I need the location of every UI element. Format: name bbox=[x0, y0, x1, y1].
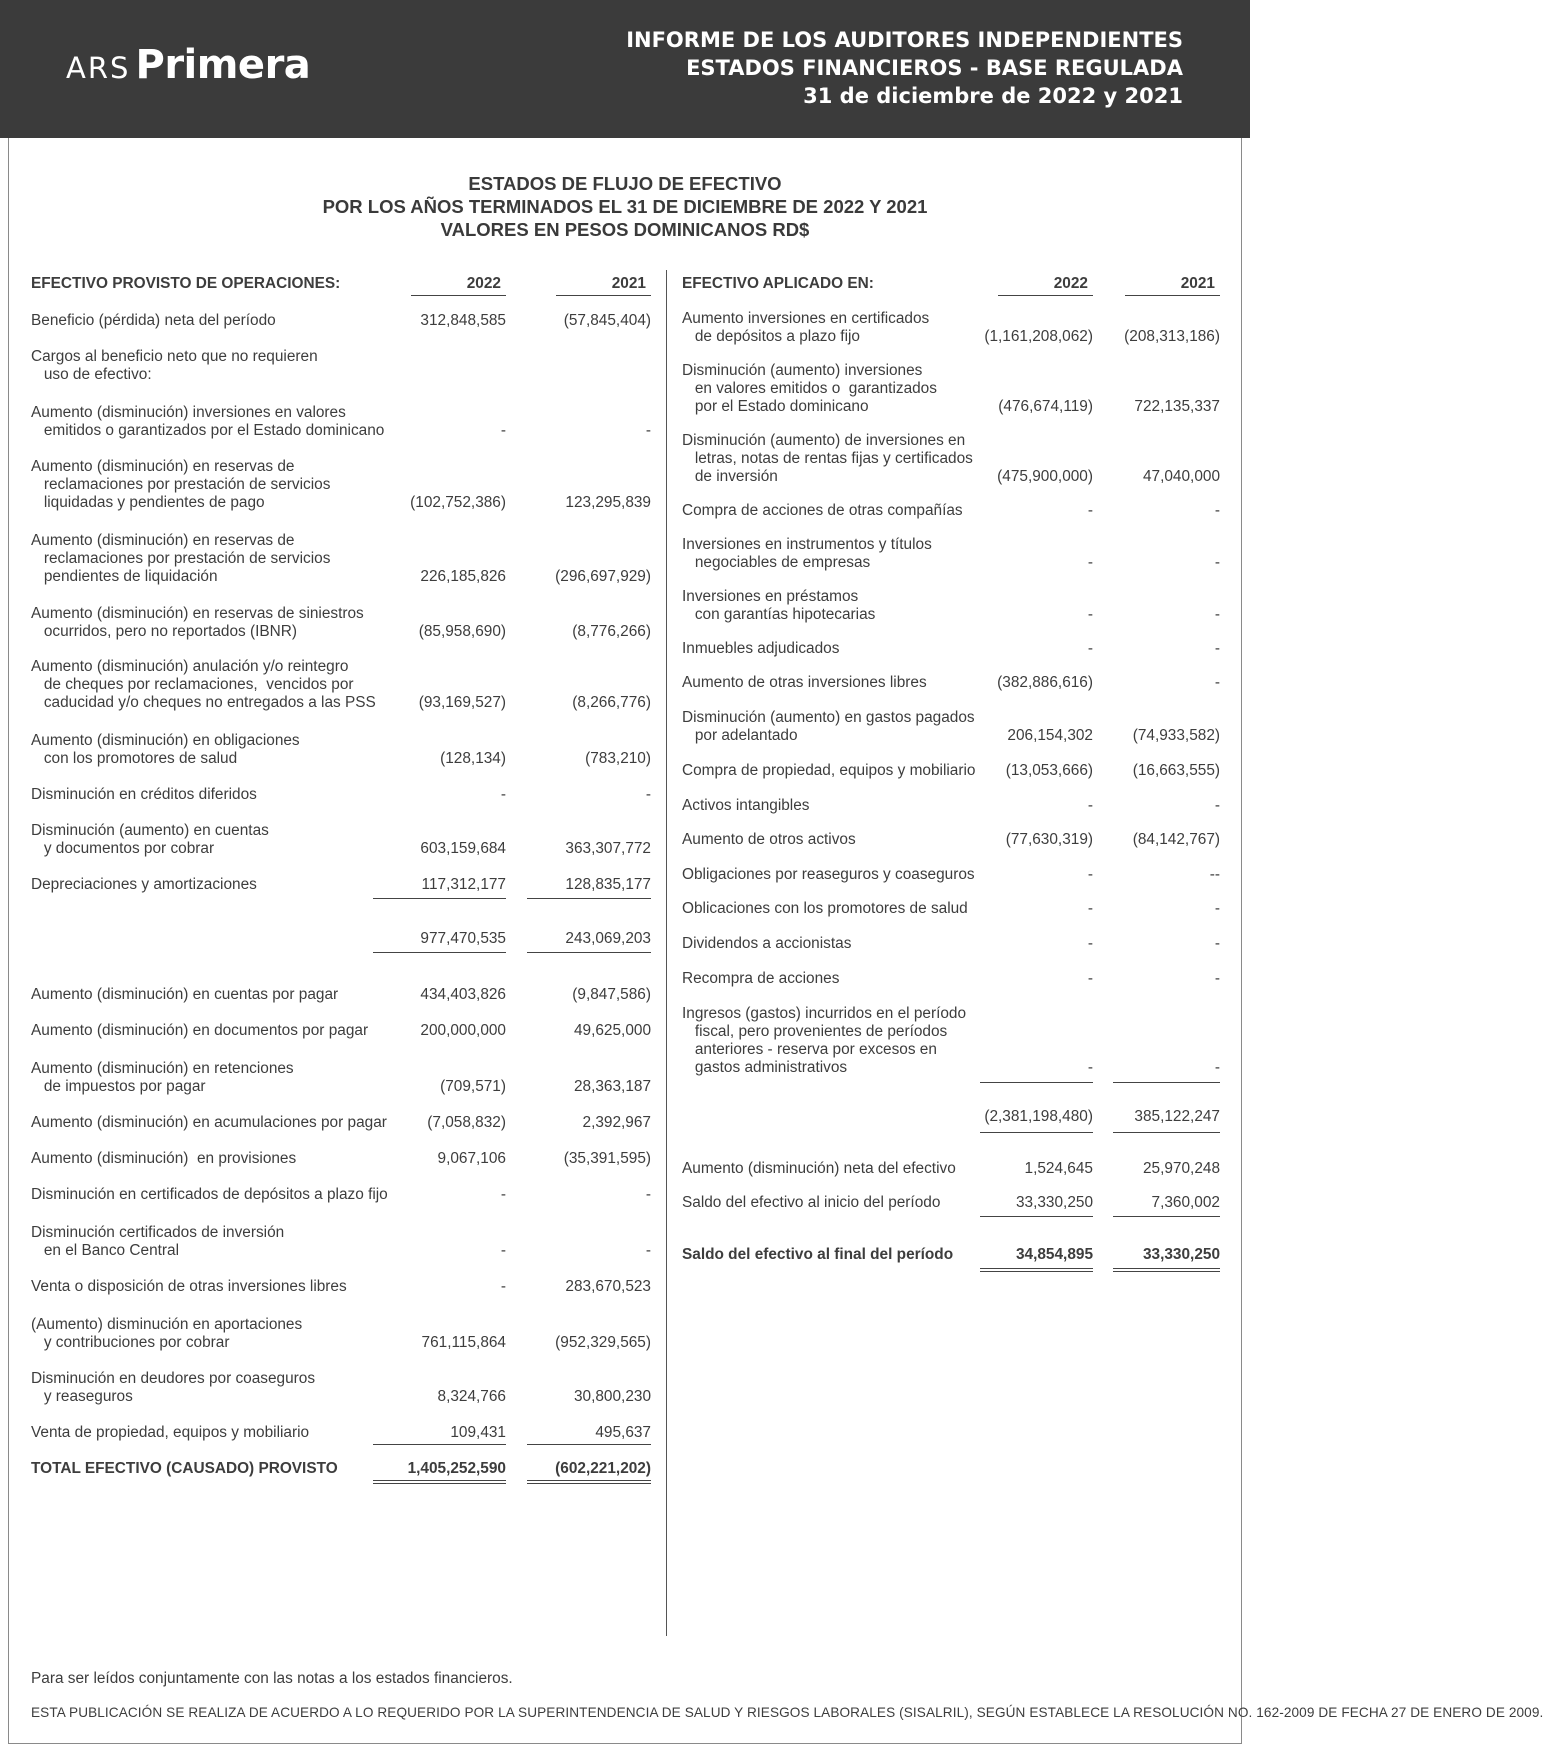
value-2021: - bbox=[1214, 970, 1220, 987]
value-2022: (475,900,000) bbox=[997, 468, 1093, 485]
value-2021: 722,135,337 bbox=[1134, 398, 1220, 415]
value-2022: (102,752,386) bbox=[410, 494, 506, 511]
value-2022: 34,854,895 bbox=[1015, 1246, 1093, 1263]
underline bbox=[527, 1444, 651, 1445]
value-2022: (13,053,666) bbox=[1005, 762, 1093, 779]
row-label: Saldo del efectivo al inicio del período bbox=[682, 1194, 941, 1211]
value-2022: 226,185,826 bbox=[420, 568, 506, 585]
value-2022: - bbox=[1087, 866, 1093, 883]
underline bbox=[980, 1082, 1093, 1083]
value-2022: 312,848,585 bbox=[420, 312, 506, 329]
value-2021: - bbox=[1214, 606, 1220, 623]
value-2021: (57,845,404) bbox=[563, 312, 651, 329]
value-2021: - bbox=[1214, 502, 1220, 519]
underline bbox=[1113, 1082, 1220, 1083]
column-divider bbox=[666, 270, 667, 1636]
value-2022: (709,571) bbox=[440, 1078, 506, 1095]
year-2021-header: 2021 bbox=[1125, 275, 1220, 296]
double-underline bbox=[1113, 1268, 1220, 1272]
value-2021: 123,295,839 bbox=[565, 494, 651, 511]
value-2022: 33,330,250 bbox=[1015, 1194, 1093, 1211]
value-2021: (8,776,266) bbox=[572, 623, 651, 640]
row-label: Aumento (disminución) en reservas de siniestros ocurridos, pero no reportados (IBNR) bbox=[31, 605, 364, 640]
header-title-line1: INFORME DE LOS AUDITORES INDEPENDIENTES bbox=[626, 28, 1183, 52]
row-label: Aumento inversiones en certificados de depósitos a plazo fijo bbox=[682, 310, 930, 345]
row-label: Disminución en deudores por coaseguros y reaseguros bbox=[31, 1370, 316, 1405]
row-label: Inmuebles adjudicados bbox=[682, 640, 840, 657]
value-2022: 200,000,000 bbox=[420, 1022, 506, 1039]
value-2021: 25,970,248 bbox=[1142, 1160, 1220, 1177]
value-2021: (952,329,565) bbox=[555, 1334, 651, 1351]
underline bbox=[373, 952, 506, 953]
value-2022: (85,958,690) bbox=[418, 623, 506, 640]
value-2022: - bbox=[500, 422, 506, 439]
row-label: Aumento (disminución) en reservas de reclamaciones por prestación de servicios pendientes de liquidación bbox=[31, 532, 331, 585]
value-2022: 8,324,766 bbox=[437, 1388, 506, 1405]
value-2021: - bbox=[1214, 1059, 1220, 1076]
value-2021: (84,142,767) bbox=[1132, 831, 1220, 848]
logo-prefix: ARS bbox=[66, 51, 131, 85]
value-2021: (16,663,555) bbox=[1132, 762, 1220, 779]
value-2021: (74,933,582) bbox=[1132, 727, 1220, 744]
row-label: Aumento (disminución) en reservas de reclamaciones por prestación de servicios liquidadas y pendientes de pago bbox=[31, 458, 331, 511]
row-label: Inversiones en préstamos con garantías hipotecarias bbox=[682, 588, 876, 623]
value-2021: - bbox=[1214, 674, 1220, 691]
value-2022: - bbox=[1087, 1059, 1093, 1076]
value-2022: 761,115,864 bbox=[421, 1334, 506, 1351]
row-label: Disminución (aumento) en cuentas y documentos por cobrar bbox=[31, 822, 269, 857]
row-label: Saldo del efectivo al final del período bbox=[682, 1246, 954, 1263]
value-2022: (382,886,616) bbox=[997, 674, 1093, 691]
value-2021: - bbox=[645, 422, 651, 439]
document-title-line1: ESTADOS DE FLUJO DE EFECTIVO bbox=[468, 173, 782, 194]
value-2021: (296,697,929) bbox=[555, 568, 651, 585]
row-label: Aumento (disminución) en documentos por pagar bbox=[31, 1022, 369, 1039]
value-2021: 47,040,000 bbox=[1142, 468, 1220, 485]
value-2022: 206,154,302 bbox=[1007, 727, 1093, 744]
row-label: Disminución (aumento) en gastos pagados por adelantado bbox=[682, 709, 975, 744]
row-label: Disminución (aumento) de inversiones en letras, notas de rentas fijas y certificados de inversión bbox=[682, 432, 973, 485]
value-2022: - bbox=[1087, 970, 1093, 987]
row-label: Aumento (disminución) en retenciones de impuestos por pagar bbox=[31, 1060, 294, 1095]
value-2021: 363,307,772 bbox=[565, 840, 651, 857]
operations-column bbox=[31, 0, 653, 1750]
value-2021: 495,637 bbox=[595, 1424, 651, 1441]
row-label: Obligaciones por reaseguros y coaseguros bbox=[682, 866, 975, 883]
year-2021-header: 2021 bbox=[556, 275, 651, 296]
underline bbox=[373, 898, 506, 899]
row-label: Depreciaciones y amortizaciones bbox=[31, 876, 257, 893]
underline bbox=[373, 1444, 506, 1445]
value-2021: - bbox=[1214, 900, 1220, 917]
value-2021: -- bbox=[1209, 866, 1220, 883]
logo-brand: Primera bbox=[135, 42, 311, 88]
value-2021: 2,392,967 bbox=[582, 1114, 651, 1131]
year-2022-header: 2022 bbox=[411, 275, 506, 296]
value-2021: 49,625,000 bbox=[573, 1022, 651, 1039]
value-2021: (783,210) bbox=[585, 750, 651, 767]
value-2021: (8,266,776) bbox=[572, 694, 651, 711]
applied-column bbox=[682, 0, 1222, 1750]
underline bbox=[980, 1216, 1093, 1217]
year-2022-header: 2022 bbox=[998, 275, 1093, 296]
double-underline bbox=[373, 1480, 506, 1484]
underline bbox=[527, 898, 651, 899]
underline bbox=[1113, 1132, 1220, 1133]
row-label: Aumento (disminución) anulación y/o reintegro de cheques por reclamaciones, vencidos por caducidad y/o cheques no entregados a las PSS bbox=[31, 658, 376, 711]
value-2022: 1,405,252,590 bbox=[407, 1460, 506, 1477]
value-2022: 1,524,645 bbox=[1024, 1160, 1093, 1177]
row-label: Aumento (disminución) inversiones en valores emitidos o garantizados por el Estado dominicano bbox=[31, 404, 385, 439]
row-label: Aumento (disminución) en obligaciones con los promotores de salud bbox=[31, 732, 300, 767]
value-2022: (77,630,319) bbox=[1005, 831, 1093, 848]
value-2022: - bbox=[500, 786, 506, 803]
value-2021: 243,069,203 bbox=[565, 930, 651, 947]
row-label: Aumento (disminución) en cuentas por pagar bbox=[31, 986, 339, 1003]
value-2021: - bbox=[645, 786, 651, 803]
value-2021: (35,391,595) bbox=[563, 1150, 651, 1167]
row-label: Inversiones en instrumentos y títulos negociables de empresas bbox=[682, 536, 932, 571]
header-title-line2: ESTADOS FINANCIEROS - BASE REGULADA bbox=[686, 56, 1183, 80]
document-title-line3: VALORES EN PESOS DOMINICANOS RD$ bbox=[440, 219, 810, 240]
value-2022: - bbox=[1087, 606, 1093, 623]
row-label: Disminución en créditos diferidos bbox=[31, 786, 257, 803]
value-2022: - bbox=[1087, 502, 1093, 519]
value-2021: 28,363,187 bbox=[573, 1078, 651, 1095]
row-label: Aumento de otras inversiones libres bbox=[682, 674, 927, 691]
value-2021: - bbox=[1214, 797, 1220, 814]
row-label: Venta de propiedad, equipos y mobiliario bbox=[31, 1424, 310, 1441]
double-underline bbox=[527, 1480, 651, 1484]
value-2021: - bbox=[645, 1242, 651, 1259]
row-label: Disminución en certificados de depósitos a plazo fijo bbox=[31, 1186, 388, 1203]
footer-legal: ESTA PUBLICACIÓN SE REALIZA DE ACUERDO A LO REQUERIDO POR LA SUPERINTENDENCIA DE SALUD Y RIESGOS LABORALES (SISALRIL), SEGÚN ESTABLECE LA RESOLUCIÓN NO. 162-2009 DE FECHA 27 DE ENERO DE 2009. bbox=[31, 1705, 1543, 1720]
value-2022: - bbox=[1087, 640, 1093, 657]
row-label: Ingresos (gastos) incurridos en el período fiscal, pero provenientes de períodos anteriores - reserva por excesos en gastos administrativos bbox=[682, 1005, 967, 1076]
row-label: Dividendos a accionistas bbox=[682, 935, 852, 952]
value-2022: - bbox=[500, 1242, 506, 1259]
value-2021: - bbox=[1214, 640, 1220, 657]
value-2022: 117,312,177 bbox=[421, 876, 506, 893]
value-2022: (128,134) bbox=[440, 750, 506, 767]
value-2021: - bbox=[1214, 935, 1220, 952]
row-label: TOTAL EFECTIVO (CAUSADO) PROVISTO bbox=[31, 1460, 338, 1477]
value-2021: (208,313,186) bbox=[1124, 328, 1220, 345]
double-underline bbox=[980, 1268, 1093, 1272]
row-label: Compra de acciones de otras compañías bbox=[682, 502, 963, 519]
value-2022: 977,470,535 bbox=[420, 930, 506, 947]
value-2022: (476,674,119) bbox=[998, 398, 1093, 415]
underline bbox=[980, 1132, 1093, 1133]
value-2022: 9,067,106 bbox=[437, 1150, 506, 1167]
value-2022: 603,159,684 bbox=[420, 840, 506, 857]
row-label: Beneficio (pérdida) neta del período bbox=[31, 312, 276, 329]
row-label: Disminución (aumento) inversiones en valores emitidos o garantizados por el Estado dominicano bbox=[682, 362, 937, 415]
row-label: Aumento (disminución) en acumulaciones por pagar bbox=[31, 1114, 387, 1131]
value-2022: - bbox=[1087, 900, 1093, 917]
value-2022: (2,381,198,480) bbox=[984, 1108, 1093, 1125]
value-2021: 30,800,230 bbox=[573, 1388, 651, 1405]
value-2022: (93,169,527) bbox=[418, 694, 506, 711]
row-label: Aumento (disminución) neta del efectivo bbox=[682, 1160, 956, 1177]
value-2022: - bbox=[1087, 797, 1093, 814]
value-2021: 7,360,002 bbox=[1151, 1194, 1220, 1211]
value-2021: (9,847,586) bbox=[572, 986, 651, 1003]
row-label: (Aumento) disminución en aportaciones y contribuciones por cobrar bbox=[31, 1316, 303, 1351]
footer-note: Para ser leídos conjuntamente con las notas a los estados financieros. bbox=[31, 1670, 513, 1687]
column-heading: EFECTIVO PROVISTO DE OPERACIONES: bbox=[31, 275, 341, 292]
row-label: Aumento de otros activos bbox=[682, 831, 856, 848]
value-2022: - bbox=[500, 1278, 506, 1295]
header-title-line3: 31 de diciembre de 2022 y 2021 bbox=[803, 84, 1183, 108]
value-2022: 109,431 bbox=[450, 1424, 506, 1441]
value-2022: (1,161,208,062) bbox=[984, 328, 1093, 345]
row-label: Venta o disposición de otras inversiones libres bbox=[31, 1278, 347, 1295]
value-2022: - bbox=[1087, 554, 1093, 571]
value-2021: (602,221,202) bbox=[555, 1460, 651, 1477]
row-label: Cargos al beneficio neto que no requieren uso de efectivo: bbox=[31, 348, 318, 383]
value-2022: 434,403,826 bbox=[420, 986, 506, 1003]
row-label: Oblicaciones con los promotores de salud bbox=[682, 900, 968, 917]
value-2021: 33,330,250 bbox=[1142, 1246, 1220, 1263]
underline bbox=[527, 952, 651, 953]
value-2021: 385,122,247 bbox=[1134, 1108, 1220, 1125]
row-label: Aumento (disminución) en provisiones bbox=[31, 1150, 297, 1167]
document-title-line2: POR LOS AÑOS TERMINADOS EL 31 DE DICIEMBRE DE 2022 Y 2021 bbox=[322, 196, 928, 217]
value-2022: - bbox=[1087, 935, 1093, 952]
value-2021: - bbox=[1214, 554, 1220, 571]
column-heading: EFECTIVO APLICADO EN: bbox=[682, 275, 874, 292]
row-label: Disminución certificados de inversión en el Banco Central bbox=[31, 1224, 285, 1259]
underline bbox=[1113, 1216, 1220, 1217]
value-2022: (7,058,832) bbox=[427, 1114, 506, 1131]
value-2021: 128,835,177 bbox=[565, 876, 651, 893]
row-label: Activos intangibles bbox=[682, 797, 810, 814]
value-2022: - bbox=[500, 1186, 506, 1203]
value-2021: 283,670,523 bbox=[565, 1278, 651, 1295]
row-label: Recompra de acciones bbox=[682, 970, 840, 987]
row-label: Compra de propiedad, equipos y mobiliario bbox=[682, 762, 976, 779]
value-2021: - bbox=[645, 1186, 651, 1203]
